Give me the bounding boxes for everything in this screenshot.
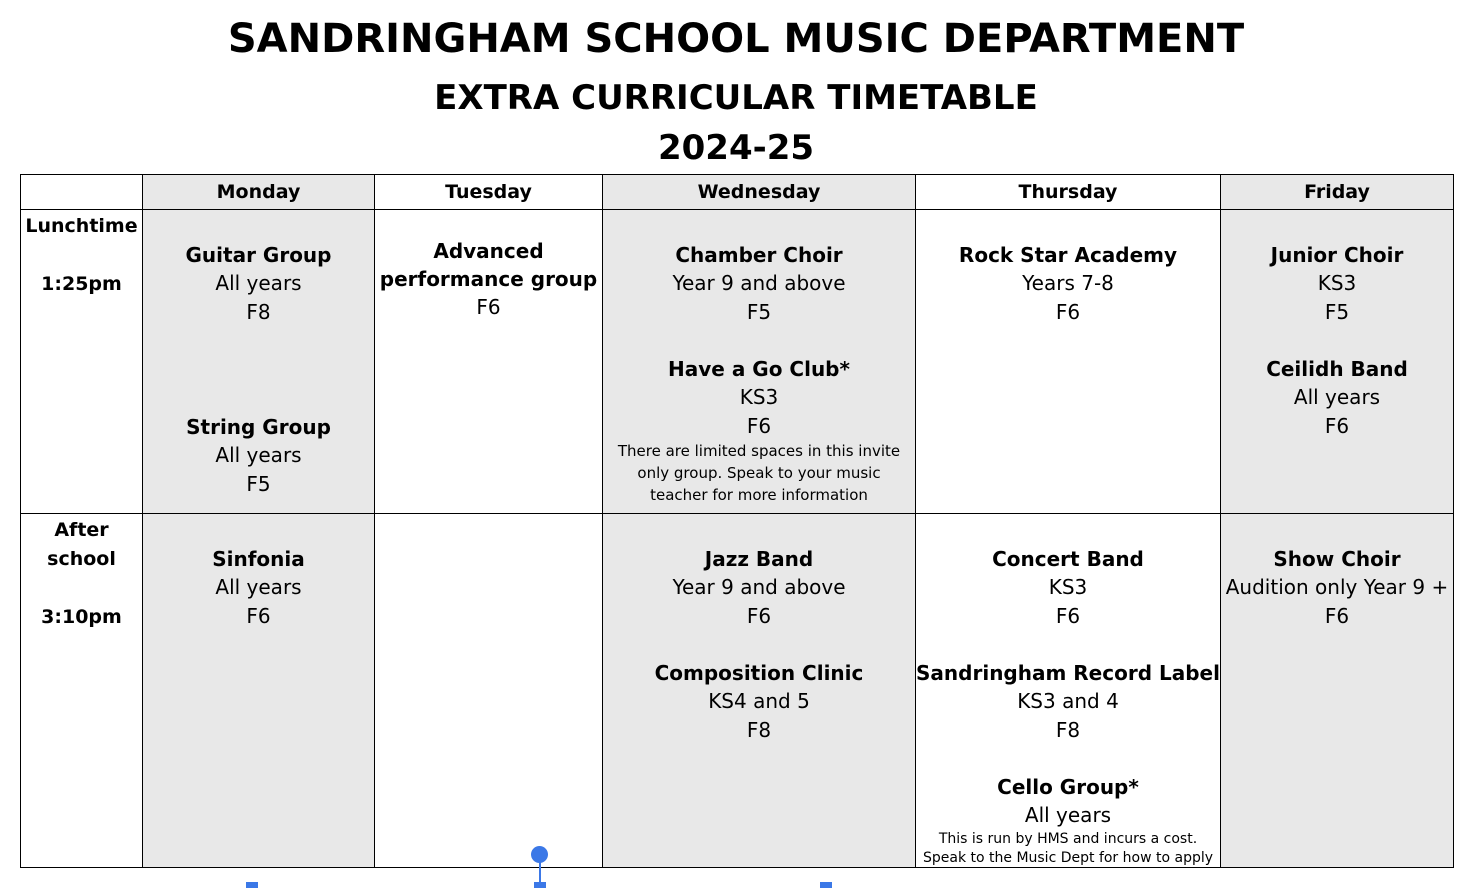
activity-room: F5 <box>746 299 772 324</box>
activity-years: All years <box>1293 385 1381 409</box>
activity-years: Year 9 and above <box>672 575 846 599</box>
activity-name: Guitar Group <box>185 243 332 267</box>
row-label-line: After <box>54 519 109 541</box>
activity-room: F6 <box>1055 603 1081 628</box>
document-title: SANDRINGHAM SCHOOL MUSIC DEPARTMENT <box>227 16 1245 62</box>
activity-name: Chamber Choir <box>675 243 843 267</box>
activity-years: Year 9 and above <box>672 271 846 295</box>
activity-sandringham-record-label <box>916 659 1220 744</box>
activity-chamber-choir <box>603 241 915 326</box>
activity-years: Years 7-8 <box>1022 271 1114 295</box>
activity-note: This is run by HMS and incurs a cost. Speak to the Music Dept for how to apply <box>922 830 1214 866</box>
timetable-table <box>20 174 1454 868</box>
column-marker[interactable] <box>820 882 832 888</box>
activity-room: F6 <box>1324 603 1350 628</box>
header-corner-cell <box>21 175 143 210</box>
activity-years: Audition only Year 9 + <box>1225 575 1449 599</box>
column-marker[interactable] <box>246 882 258 888</box>
row-label-lunchtime <box>21 210 143 514</box>
activity-string-group <box>143 413 374 498</box>
cell-after-tuesday <box>375 514 603 868</box>
row-label-line: Lunchtime <box>25 215 138 237</box>
activity-room: F6 <box>1324 413 1350 438</box>
cell-after-monday <box>143 514 375 868</box>
activity-years: KS3 <box>1317 271 1357 295</box>
activity-name: Concert Band <box>992 547 1144 571</box>
activity-name: Show Choir <box>1273 547 1401 571</box>
activity-ceilidh-band <box>1221 355 1453 440</box>
activity-room: F6 <box>746 413 772 438</box>
document-subtitle: EXTRA CURRICULAR TIMETABLE <box>434 78 1038 118</box>
activity-name: String Group <box>186 415 331 439</box>
cell-after-friday <box>1221 514 1454 868</box>
activity-note: There are limited spaces in this invite only group. Speak to your music teacher for more information <box>617 442 901 504</box>
activity-rock-star-academy <box>916 241 1220 326</box>
activity-jazz-band <box>603 545 915 630</box>
activity-room: F8 <box>1055 717 1081 742</box>
activity-name: Rock Star Academy <box>958 243 1178 267</box>
activity-room: F5 <box>1324 299 1350 324</box>
activity-room: F6 <box>1055 299 1081 324</box>
activity-years: All years <box>1024 803 1112 827</box>
cell-lunch-friday <box>1221 210 1454 514</box>
column-marker[interactable] <box>534 882 546 888</box>
activity-name: Sandringham Record Label <box>916 661 1220 685</box>
cell-after-thursday <box>916 514 1221 868</box>
cell-lunch-wednesday <box>603 210 916 514</box>
activity-room: F6 <box>246 603 271 628</box>
activity-show-choir <box>1221 545 1453 630</box>
activity-room: F8 <box>746 717 772 742</box>
activity-have-a-go-club <box>603 355 915 506</box>
activity-years: KS3 <box>1048 575 1088 599</box>
activity-composition-clinic <box>603 659 915 744</box>
activity-sinfonia <box>143 545 374 630</box>
row-label-line: school <box>47 548 116 570</box>
activity-name: Advanced <box>433 239 544 263</box>
activity-years: KS3 and 4 <box>1017 689 1119 713</box>
activity-name: Sinfonia <box>212 547 305 571</box>
activity-name: performance group <box>379 267 598 291</box>
activity-name: Junior Choir <box>1270 243 1404 267</box>
row-label-line <box>21 241 142 270</box>
activity-room: F5 <box>246 471 271 496</box>
activity-name: Composition Clinic <box>654 661 864 685</box>
activity-junior-choir <box>1221 241 1453 326</box>
header-monday: Monday <box>143 175 375 210</box>
activity-name: Have a Go Club* <box>668 357 850 381</box>
cell-after-wednesday <box>603 514 916 868</box>
activity-years: KS3 <box>739 385 779 409</box>
row-label-line <box>21 574 142 603</box>
activity-years: KS4 and 5 <box>708 689 810 713</box>
activity-guitar-group <box>143 241 374 326</box>
activity-advanced-performance-group <box>375 237 602 322</box>
activity-years: All years <box>215 271 302 295</box>
header-tuesday: Tuesday <box>375 175 603 210</box>
activity-room: F8 <box>246 299 271 324</box>
row-label-line: 3:10pm <box>41 606 122 628</box>
table-resize-handle[interactable] <box>531 846 548 863</box>
activity-room: F6 <box>476 295 501 319</box>
cell-lunch-thursday <box>916 210 1221 514</box>
document-year: 2024-25 <box>657 128 815 168</box>
activity-name: Ceilidh Band <box>1266 357 1408 381</box>
activity-cello-group <box>916 773 1220 868</box>
header-wednesday: Wednesday <box>603 175 916 210</box>
cell-lunch-monday <box>143 210 375 514</box>
activity-years: All years <box>215 443 302 467</box>
row-label-after-school <box>21 514 143 868</box>
header-thursday: Thursday <box>916 175 1221 210</box>
cell-lunch-tuesday <box>375 210 603 514</box>
row-label-line: 1:25pm <box>41 273 122 295</box>
activity-room: F6 <box>746 603 772 628</box>
activity-name: Cello Group* <box>997 775 1139 799</box>
activity-years: All years <box>215 575 302 599</box>
activity-name: Jazz Band <box>704 547 814 571</box>
activity-concert-band <box>916 545 1220 630</box>
header-friday: Friday <box>1221 175 1454 210</box>
